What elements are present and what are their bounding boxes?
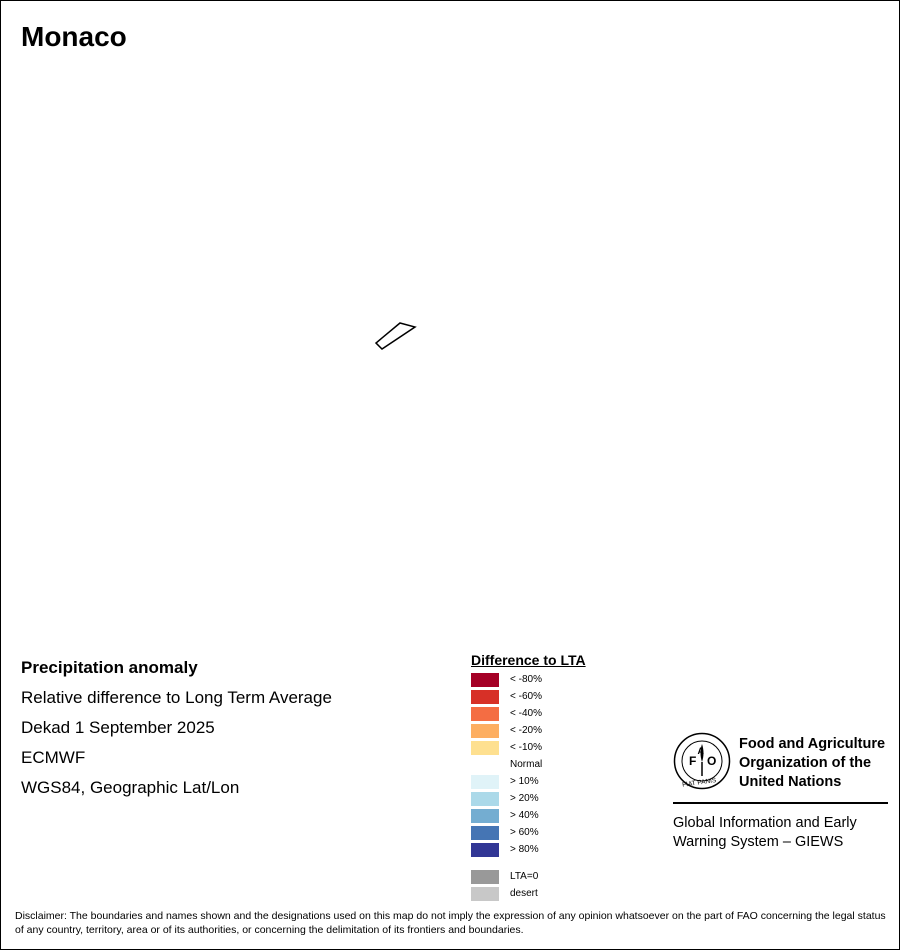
legend-label: < -60% (510, 691, 542, 702)
legend-item (471, 808, 586, 825)
projection: WGS84, Geographic Lat/Lon (21, 778, 240, 797)
fao-name-line: Organization of the (739, 755, 872, 771)
legend-swatch (471, 887, 499, 901)
legend (471, 652, 586, 903)
legend-item (471, 842, 586, 859)
legend-swatch (471, 826, 499, 840)
disclaimer: Disclaimer: The boundaries and names shown and the designations used on this map do not imply the expression of any opinion whatsoever on the part of FAO concerning the legal status of any country, territory, area or of its authorities, or concerning the delimitation of its frontiers and boundaries. (15, 910, 886, 936)
legend-swatch (471, 724, 499, 738)
legend-swatch (471, 673, 499, 687)
legend-swatch (471, 775, 499, 789)
legend-item (471, 791, 586, 808)
legend-swatch (471, 843, 499, 857)
product-description: Relative difference to Long Term Average (21, 688, 332, 707)
fao-logo-icon (673, 732, 731, 790)
legend-label: desert (510, 888, 538, 899)
legend-title: Difference to LTA (471, 652, 586, 668)
legend-label: > 40% (510, 810, 539, 821)
legend-swatch (471, 792, 499, 806)
legend-item (471, 869, 586, 886)
legend-item (471, 672, 586, 689)
fao-name-line: United Nations (739, 774, 842, 790)
legend-item (471, 740, 586, 757)
legend-item (471, 757, 586, 774)
legend-item (471, 689, 586, 706)
map-info-block (21, 657, 332, 807)
legend-item (471, 825, 586, 842)
legend-label: < -80% (510, 674, 542, 685)
fao-logo-a: A (697, 746, 704, 756)
giews-name (673, 814, 888, 852)
time-period: Dekad 1 September 2025 (21, 718, 215, 737)
map-canvas (1, 1, 899, 641)
legend-swatch (471, 870, 499, 884)
map-title: Monaco (21, 21, 127, 52)
fao-logo-f: F (689, 754, 697, 768)
monaco-boundary (376, 323, 415, 349)
legend-item (471, 723, 586, 740)
giews-name-line: Global Information and Early (673, 815, 857, 831)
map-svg (1, 1, 899, 641)
fao-logo-motto: FIAT PANIS (681, 777, 717, 789)
legend-item (471, 774, 586, 791)
fao-logo-o: O (707, 754, 717, 768)
legend-label: LTA=0 (510, 871, 539, 882)
legend-label: < -20% (510, 725, 542, 736)
legend-items (471, 672, 586, 859)
legend-swatch (471, 690, 499, 704)
legend-swatch (471, 741, 499, 755)
legend-label: > 80% (510, 844, 539, 855)
divider (673, 802, 888, 804)
fao-name (739, 735, 899, 792)
legend-label: Normal (510, 759, 543, 770)
data-source: ECMWF (21, 748, 86, 767)
giews-name-line: Warning System – GIEWS (673, 834, 844, 850)
legend-swatch (471, 707, 499, 721)
legend-label: > 20% (510, 793, 539, 804)
legend-swatch (471, 758, 499, 772)
fao-name-line: Food and Agriculture (739, 736, 886, 752)
legend-swatch (471, 809, 499, 823)
legend-label: < -40% (510, 708, 542, 719)
legend-label: > 10% (510, 776, 539, 787)
legend-label: > 60% (510, 827, 539, 838)
legend-extra-items (471, 869, 586, 903)
legend-label: < -10% (510, 742, 542, 753)
legend-item (471, 706, 586, 723)
legend-item (471, 886, 586, 903)
product-name: Precipitation anomaly (21, 658, 198, 677)
